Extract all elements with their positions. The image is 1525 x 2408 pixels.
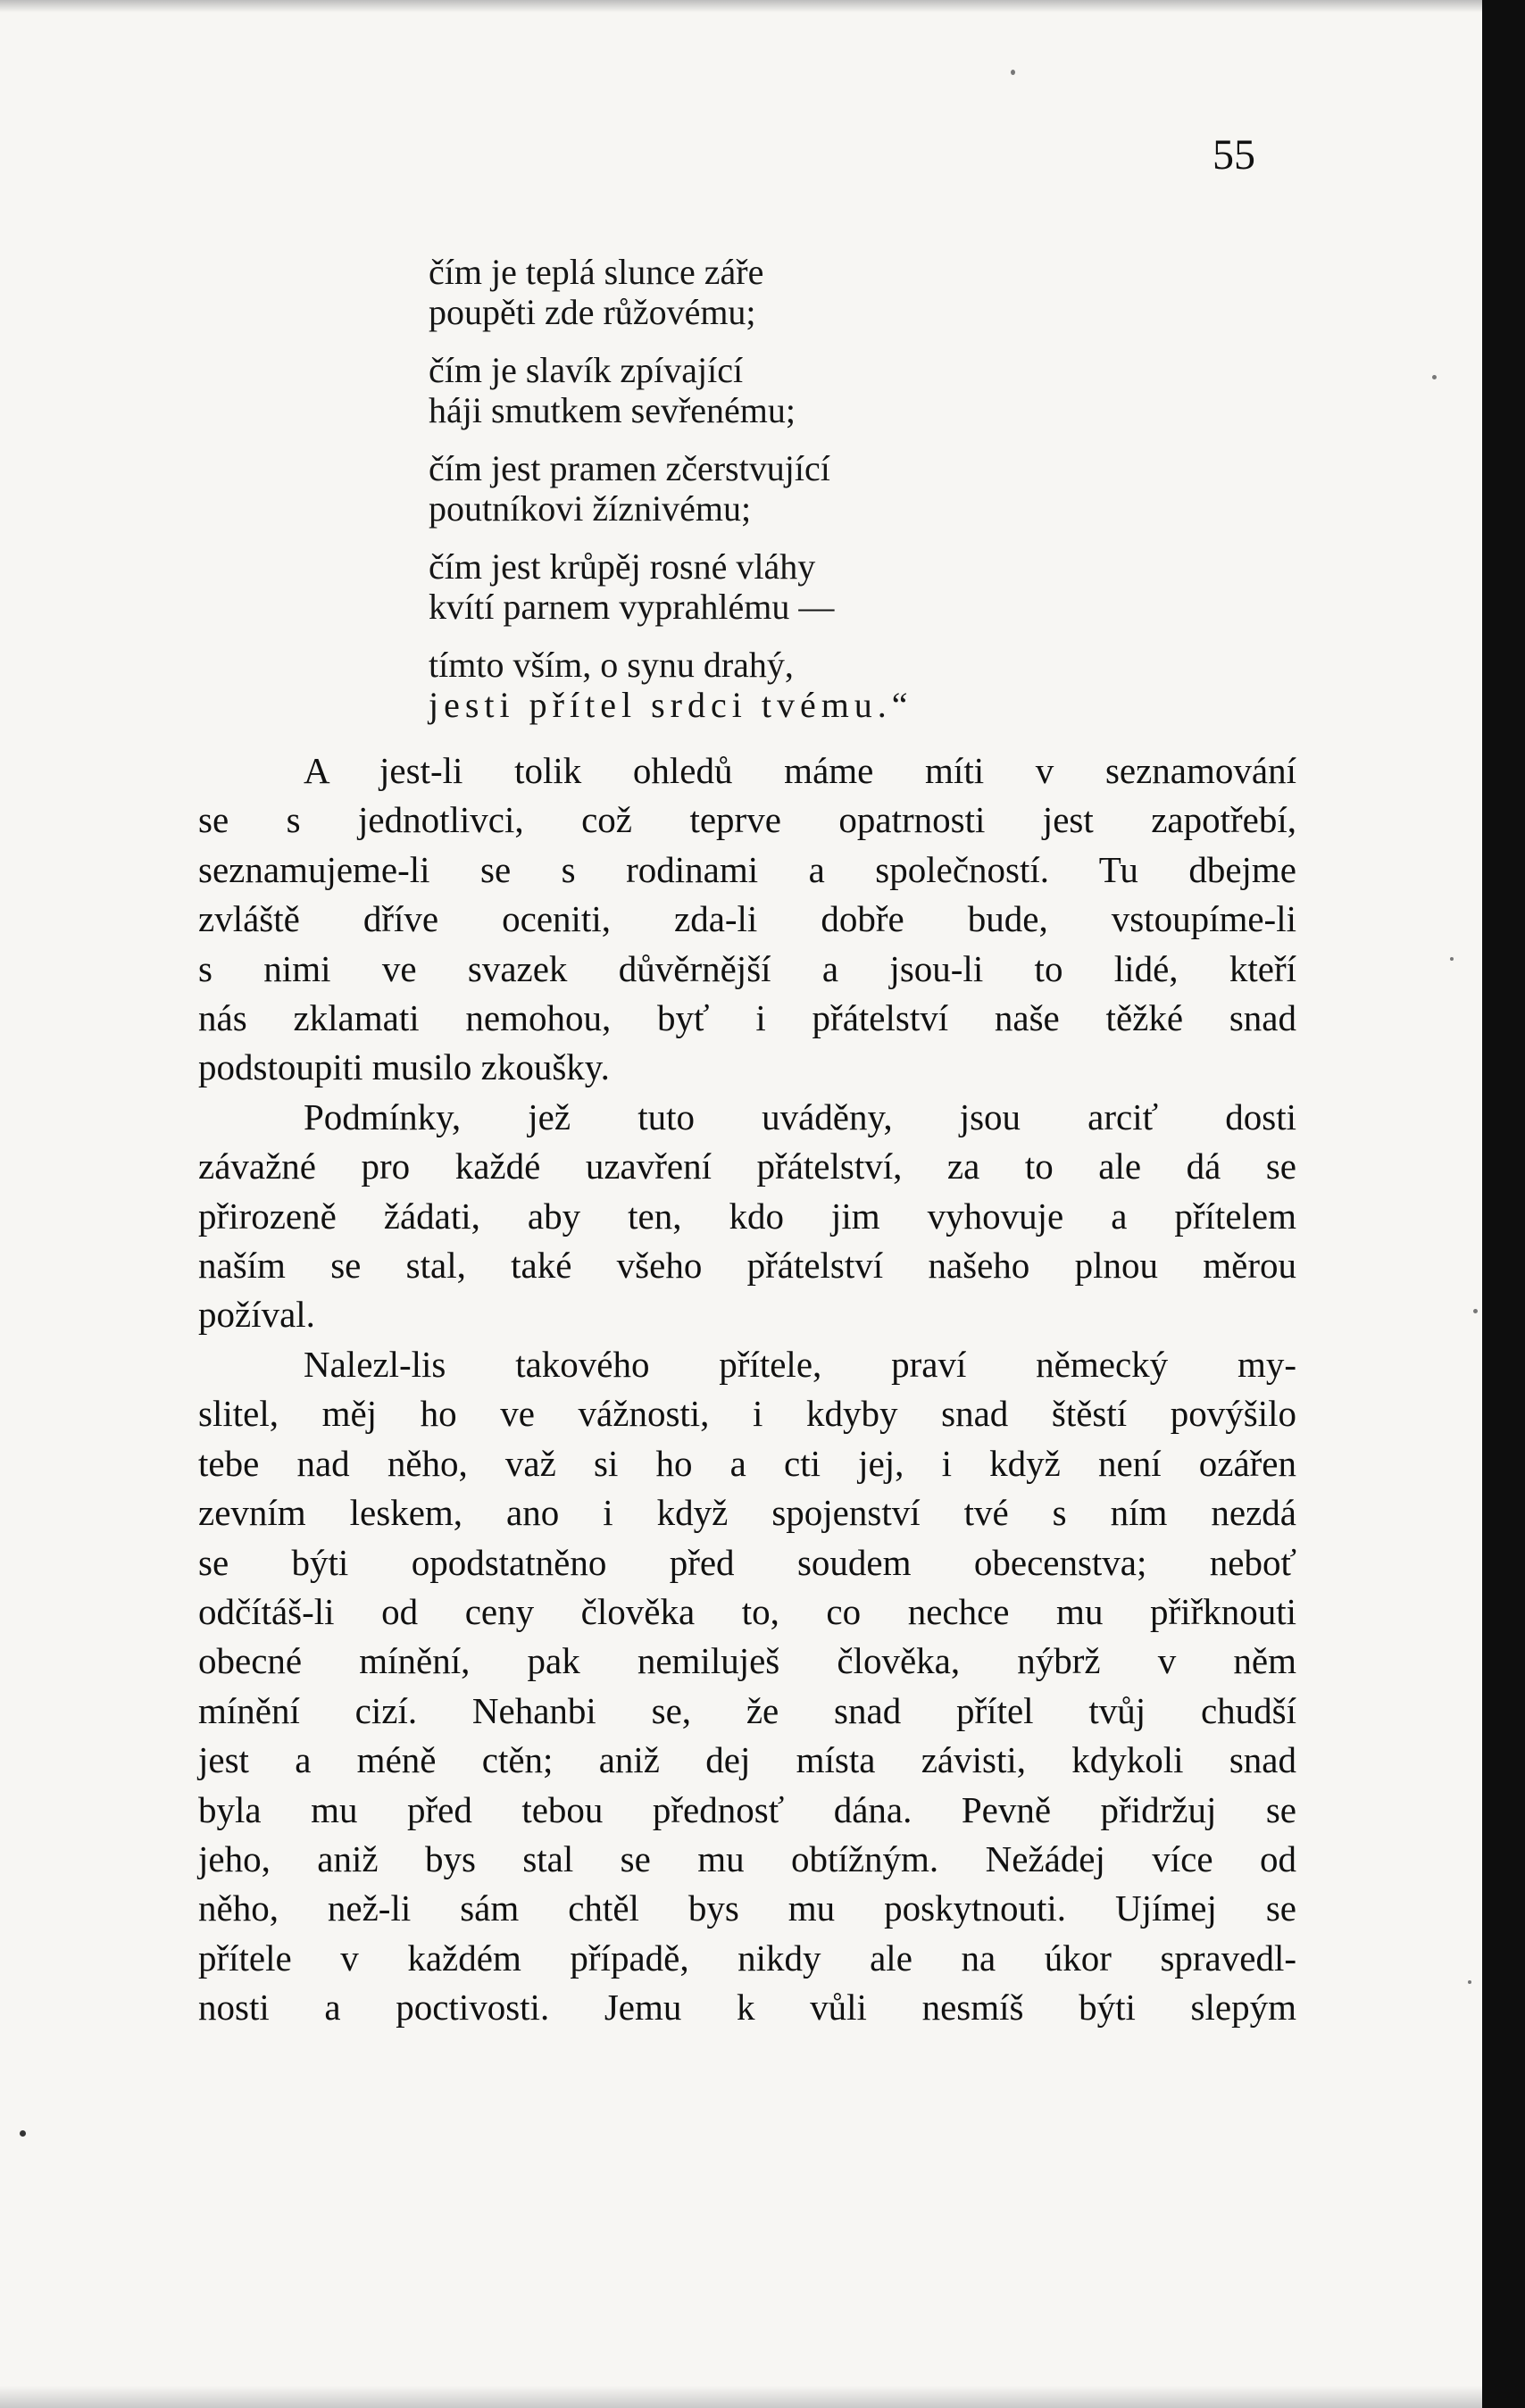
- text-line: mínění cizí. Nehanbi se, že snad přítel tvůj chudší: [198, 1689, 1296, 1731]
- text-line: přítele v každém případě, nikdy ale na úkor spravedl-: [198, 1937, 1296, 1979]
- text-line: obecné mínění, pak nemiluješ člověka, nýbrž v něm: [198, 1640, 1296, 1682]
- text-line: podstoupiti musilo zkoušky.: [198, 1046, 610, 1088]
- text-line: závažné pro každé uzavření přátelství, za to ale dá se: [198, 1146, 1296, 1187]
- poem-stanza: [429, 448, 1107, 529]
- poem-verse: čím je teplá slunce záře: [429, 252, 764, 292]
- print-speck: [20, 2130, 26, 2137]
- print-speck: [1468, 1980, 1471, 1984]
- text-line: seznamujeme-li se s rodinami a společností. Tu dbejme: [198, 848, 1296, 890]
- page-number: 55: [1212, 131, 1255, 179]
- poem-verse: jesti přítel srdci tvému.“: [429, 685, 913, 725]
- paragraph: [198, 1340, 1296, 2033]
- poem-verse: kvítí parnem vyprahlému —: [429, 587, 835, 627]
- paragraph: [198, 746, 1296, 1093]
- text-line: Nalezl-lis takového přítele, praví německý my-: [304, 1343, 1296, 1385]
- prose-body: [198, 746, 1296, 2033]
- page-top-edge: [0, 0, 1482, 12]
- text-line: zvláště dříve oceniti, zda-li dobře bude, vstoupíme-li: [198, 898, 1296, 940]
- text-line: nosti a poctivosti. Jemu k vůli nesmíš býti slepým: [198, 1987, 1296, 2029]
- text-line: nás zklamati nemohou, byť i přátelství naše těžké snad: [198, 997, 1296, 1039]
- text-line: naším se stal, také všeho přátelství našeho plnou měrou: [198, 1245, 1296, 1287]
- text-line: jest a méně ctěn; aniž dej místa závisti, kdykoli snad: [198, 1739, 1296, 1781]
- poem-verse: čím je slavík zpívající: [429, 350, 744, 390]
- page-bottom-edge: [0, 2386, 1482, 2408]
- poem-verse: háji smutkem sevřenému;: [429, 390, 796, 430]
- poem-verse: čím jest pramen zčerstvující: [429, 448, 830, 488]
- poem-verse: čím jest krůpěj rosné vláhy: [429, 546, 816, 587]
- text-line: požíval.: [198, 1294, 315, 1336]
- text-line: zevním leskem, ano i když spojenství tvé s ním nezdá: [198, 1492, 1296, 1534]
- poem-verse: poutníkovi žíznivému;: [429, 488, 752, 529]
- print-speck: [1473, 1309, 1478, 1313]
- scan-border: [1482, 0, 1525, 2408]
- paragraph: [198, 1093, 1296, 1340]
- text-line: A jest-li tolik ohledů máme míti v seznamování: [304, 750, 1296, 791]
- text-line: se s jednotlivci, což teprve opatrnosti jest zapotřebí,: [198, 799, 1296, 841]
- text-line: tebe nad něho, važ si ho a cti jej, i když není ozářen: [198, 1442, 1296, 1484]
- text-line: odčítáš-li od ceny člověka to, co nechce mu přiřknouti: [198, 1590, 1296, 1632]
- text-line: se býti opodstatněno před soudem obecenstva; neboť: [198, 1541, 1296, 1583]
- text-line: jeho, aniž bys stal se mu obtížným. Nežádej více od: [198, 1837, 1296, 1879]
- poem-stanza: [429, 645, 1107, 725]
- poem-verse: tímto vším, o synu drahý,: [429, 645, 794, 685]
- poem-stanza: [429, 252, 1107, 332]
- poem-verse: poupěti zde růžovému;: [429, 292, 756, 332]
- text-line: byla mu před tebou přednosť dána. Pevně přidržuj se: [198, 1788, 1296, 1830]
- text-line: přirozeně žádati, aby ten, kdo jim vyhovuje a přítelem: [198, 1195, 1296, 1237]
- text-line: Podmínky, jež tuto uváděny, jsou arciť dosti: [304, 1096, 1296, 1137]
- print-speck: [1432, 375, 1437, 379]
- poem-stanza: [429, 546, 1107, 627]
- poem-stanza: [429, 350, 1107, 430]
- text-line: s nimi ve svazek důvěrnější a jsou-li to lidé, kteří: [198, 947, 1296, 989]
- poem: [429, 252, 1107, 725]
- text-line: něho, než-li sám chtěl bys mu poskytnouti. Ujímej se: [198, 1887, 1296, 1929]
- print-speck: [1011, 70, 1015, 75]
- print-speck: [1450, 957, 1454, 961]
- text-line: slitel, měj ho ve vážnosti, i kdyby snad štěstí povýšilo: [198, 1393, 1296, 1435]
